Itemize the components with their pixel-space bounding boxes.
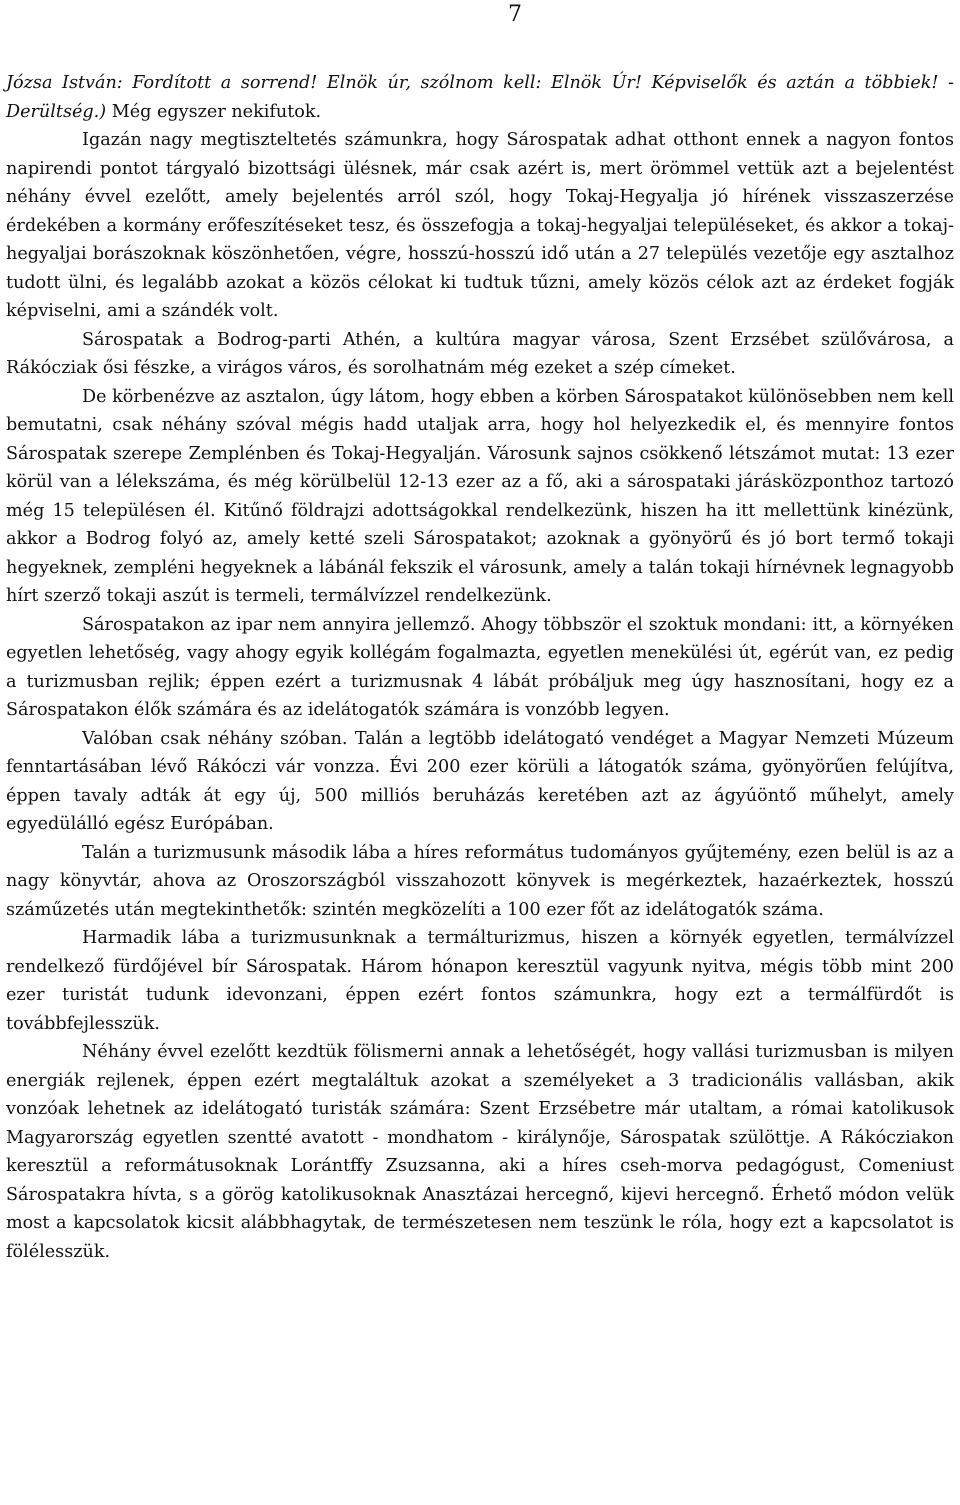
paragraph: Sárospatak a Bodrog-parti Athén, a kultúra magyar városa, Szent Erzsébet szülővárosa, a Rákócziak ősi fészke, a virágos város, és sorolhatnám még ezeket a szép címeket.: [6, 329, 954, 378]
paragraph: Igazán nagy megtiszteltetés számunkra, hogy Sárospatak adhat otthont ennek a nagyon fontos napirendi pontot tárgyaló bizottsági ülésnek, már csak azért is, mert örömmel vettük azt a bejelentést néhány évvel ezelőtt, amely bejelentés arról szól, hogy Tokaj-Hegyalja jó hírének visszaszerzése érdekében a kormány erőfeszítéseket tesz, és összefogja a tokaj-hegyaljai településeket, és akkor a tokaj-hegyaljai borászoknak köszönhetően, végre, hosszú-hosszú idő után a 27 település vezetője egy asztalhoz tudott ülni, és legalább azokat a közös célokat ki tudtuk tűzni, amely közös célok azt az érdeket fogják képviselni, ami a szándék volt.: [6, 130, 954, 321]
paragraph: Valóban csak néhány szóban. Talán a legtöbb idelátogató vendéget a Magyar Nemzeti Múzeum fenntartásában lévő Rákóczi vár vonzza. Évi 200 ezer körüli a látogatók száma, gyönyörűen felújítva, éppen tavaly adták át egy új, 500 milliós beruházás keretében azt az ágyúöntő műhelyt, amely egyedülálló egész Európában.: [6, 728, 954, 834]
paragraph: De körbenézve az asztalon, úgy látom, hogy ebben a körben Sárospatakot különösebben nem kell bemutatni, csak néhány szóval mégis hadd utaljak arra, hogy hol helyezkedik el, és mennyire fontos Sárospatak szerepe Zemplénben és Tokaj-Hegyalján. Városunk sajnos csökkenő létszámot mutat: 13 ezer körül van a lélekszáma, és még körülbelül 12-13 ezer az a fő, aki a sárospataki járásközponthoz tartozó még 15 településen él. Kitűnő földrajzi adottságokkal rendelkezünk, hiszen ha itt mellettünk kinézünk, akkor a Bodrog folyó az, amely ketté szeli Sárospatakot; azoknak a gyönyörű és jó bort termő tokaji hegyeknek, zempléni hegyeknek a lábánál fekszik el városunk, amely a talán tokaji hírnévnek legnagyobb hírt szerző tokaji aszút is termeli, termálvízzel rendelkezünk.: [6, 386, 954, 606]
paragraph: Harmadik lába a turizmusunknak a termálturizmus, hiszen a környék egyetlen, termálvízzel rendelkező fürdőjével bír Sárospatak. Három hónapon keresztül vagyunk nyitva, mégis több mint 200 ezer turistát tudunk idevonzani, éppen ezért fontos számunkra, hogy ezt a termálfürdőt is továbbfejlesszük.: [6, 928, 954, 1034]
page-number: 7: [508, 2, 522, 27]
document-body: [6, 69, 954, 1266]
intro-plain-text: Még egyszer nekifutok.: [106, 101, 322, 122]
intro-paragraph: [6, 69, 954, 126]
intro-italic-text: Józsa István: Fordított a sorrend! Elnök úr, szólnom kell: Elnök Úr! Képviselők és aztán a többiek! - Derültség.): [6, 73, 954, 122]
paragraph: Talán a turizmusunk második lába a híres református tudományos gyűjtemény, ezen belül is az a nagy könyvtár, ahova az Oroszországból visszahozott könyvek is megérkeztek, hazaérkeztek, hosszú száműzetés után megtekinthetők: szintén megközelíti a 100 ezer főt az idelátogatók száma.: [6, 842, 954, 920]
paragraph: Sárospatakon az ipar nem annyira jellemző. Ahogy többször el szoktuk mondani: itt, a környéken egyetlen lehetőség, vagy ahogy egyik kollégám fogalmazta, egyetlen menekülési út, egérút van, ez pedig a turizmusban rejlik; éppen ezért a turizmusnak 4 lábát próbáljuk meg úgy hasznosítani, hogy ez a Sárospatakon élők számára és az idelátogatók számára is vonzóbb legyen.: [6, 614, 954, 720]
paragraph: Néhány évvel ezelőtt kezdtük fölismerni annak a lehetőségét, hogy vallási turizmusban is milyen energiák rejlenek, éppen ezért megtaláltuk azokat a személyeket a 3 tradicionális vallásban, akik vonzóak lehetnek az idelátogató turisták számára: Szent Erzsébetre már utaltam, a római katolikusok Magyarország egyetlen szentté avatott - mondhatom - királynője, Sárospatak szülöttje. A Rákócziakon keresztül a reformátusoknak Lorántffy Zsuzsanna, aki a híres cseh-morva pedagógust, Comeniust Sárospatakra hívta, s a görög katolikusoknak Anasztázai hercegnő, kijevi hercegnő. Érhető módon velük most a kapcsolatok kicsit alábbhagytak, de természetesen nem teszünk le róla, hogy ezt a kapcsolatot is fölélesszük.: [6, 1042, 954, 1262]
